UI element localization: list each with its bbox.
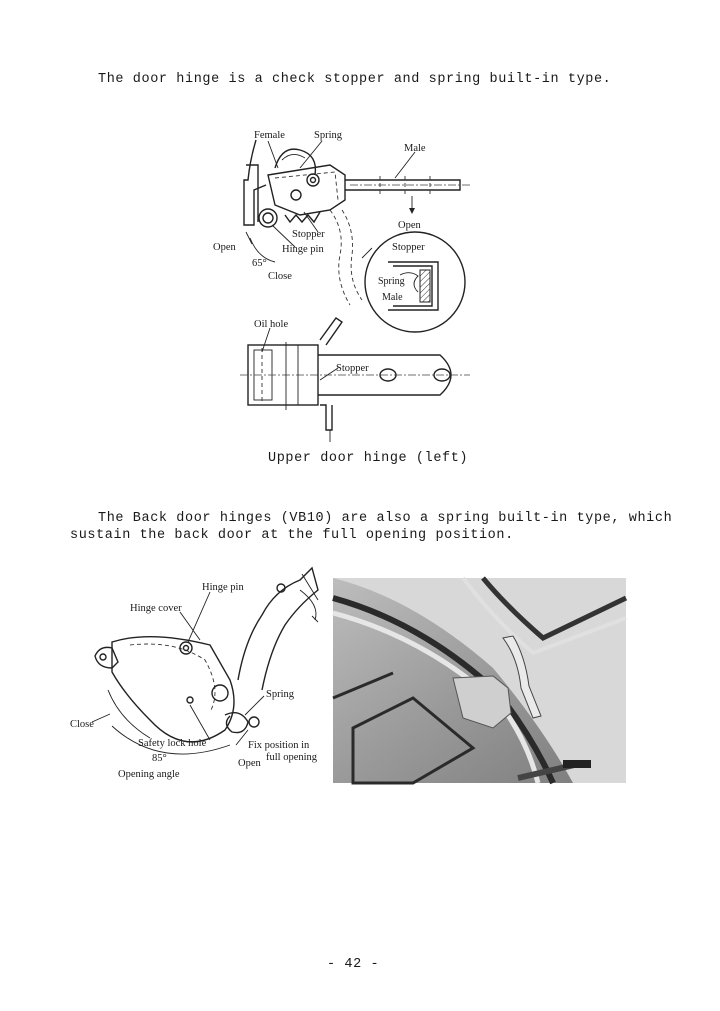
page-number: - 42 - bbox=[327, 957, 380, 972]
back-hinge-paragraph-line2: sustain the back door at the full opening position. bbox=[70, 528, 514, 543]
label-safety-lock-hole: Safety lock hole bbox=[138, 738, 207, 749]
label-open-arrow: Open bbox=[398, 220, 421, 231]
label-male: Male bbox=[404, 143, 426, 154]
back-hinge-paragraph-line1: The Back door hinges (VB10) are also a spring built-in type, which bbox=[98, 511, 673, 526]
label-back-spring: Spring bbox=[266, 689, 295, 700]
label-detail-spring: Spring bbox=[378, 276, 405, 287]
intro-paragraph: The door hinge is a check stopper and spring built-in type. bbox=[98, 72, 612, 87]
label-hinge-cover: Hinge cover bbox=[130, 603, 182, 614]
label-open: Open bbox=[213, 242, 236, 253]
label-close: Close bbox=[268, 271, 292, 282]
label-plan-stopper: Stopper bbox=[336, 363, 369, 374]
label-angle-65: 65° bbox=[252, 258, 267, 269]
label-oil-hole: Oil hole bbox=[254, 319, 289, 330]
label-back-open: Open bbox=[238, 758, 261, 769]
back-hinge-photo bbox=[333, 578, 626, 783]
label-fix-position-1: Fix position in bbox=[248, 740, 310, 751]
label-hinge-pin: Hinge pin bbox=[282, 244, 324, 255]
label-back-close: Close bbox=[70, 719, 94, 730]
label-back-hinge-pin: Hinge pin bbox=[202, 582, 244, 593]
label-fix-position-2: full opening bbox=[266, 752, 318, 763]
label-stopper: Stopper bbox=[292, 229, 325, 240]
label-angle-85: 85° bbox=[152, 753, 167, 764]
label-detail-male: Male bbox=[382, 292, 403, 303]
label-spring: Spring bbox=[314, 130, 343, 141]
label-opening-angle: Opening angle bbox=[118, 769, 180, 780]
upper-hinge-caption: Upper door hinge (left) bbox=[268, 451, 469, 466]
label-detail-stopper: Stopper bbox=[392, 242, 425, 253]
label-female: Female bbox=[254, 130, 285, 141]
